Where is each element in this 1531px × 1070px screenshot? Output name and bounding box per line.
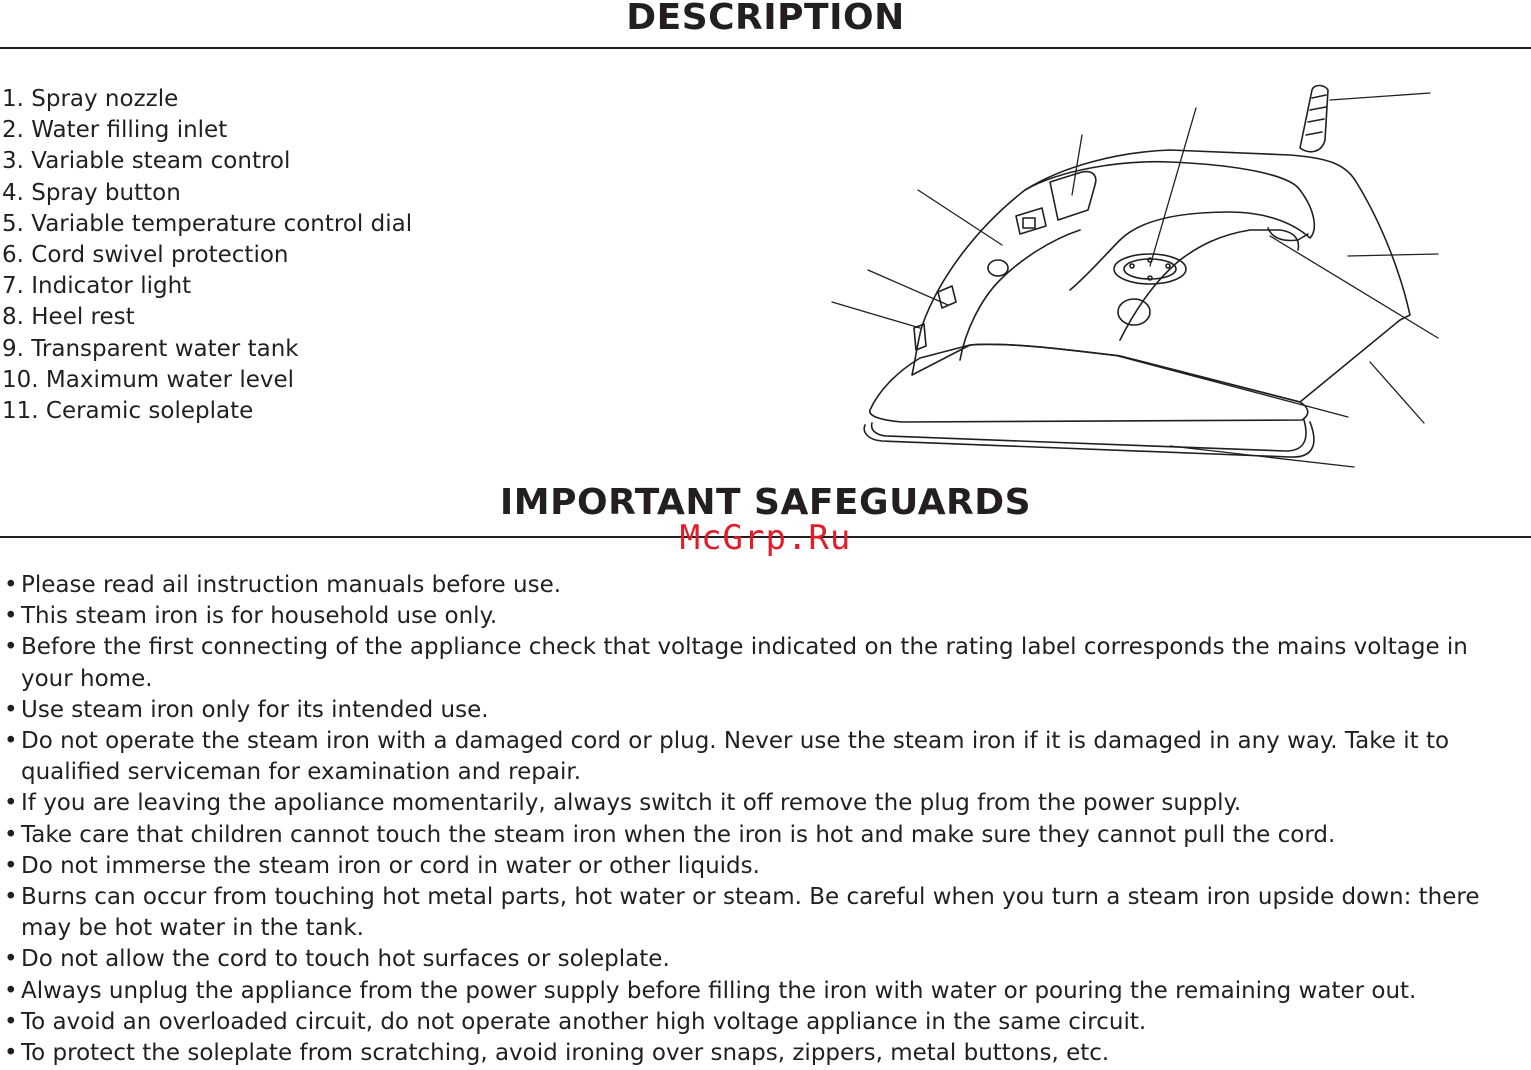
safeguard-item: • Take care that children cannot touch the steam iron when the iron is hot and make sure they cannot pull the cord.: [4, 820, 1524, 851]
safeguard-item: • Always unplug the appliance from the power supply before filling the iron with water or pouring the remaining water out.: [4, 976, 1524, 1007]
part-item: 6. Cord swivel protection: [2, 242, 289, 269]
part-item: 2. Water filling inlet: [2, 117, 228, 144]
iron-cord: [1300, 86, 1328, 152]
description-heading: DESCRIPTION: [626, 0, 905, 38]
part-item: 9. Transparent water tank: [2, 335, 299, 362]
part-item: 3. Variable steam control: [2, 148, 291, 175]
safeguards-list: [4, 570, 1524, 1069]
safeguard-item: • To protect the soleplate from scratching, avoid ironing over snaps, zippers, metal buttons, etc.: [4, 1038, 1524, 1069]
safeguard-item: • Do not immerse the steam iron or cord in water or other liquids.: [4, 851, 1524, 882]
part-item: 10. Maximum water level: [2, 366, 295, 393]
safeguard-item: • Before the first connecting of the appliance check that voltage indicated on the rating label corresponds the mains voltage in your home.: [4, 632, 1524, 694]
safeguard-item: • Use steam iron only for its intended use.: [4, 695, 1524, 726]
part-item: 8. Heel rest: [2, 304, 135, 331]
callout-lines: [832, 93, 1438, 467]
iron-handle: [914, 162, 1314, 350]
safeguard-item: • Do not allow the cord to touch hot surfaces or soleplate.: [4, 944, 1524, 975]
safeguard-item: • If you are leaving the apoliance momentarily, always switch it off remove the plug from the power supply.: [4, 788, 1524, 819]
safeguard-item: • To avoid an overloaded circuit, do not operate another high voltage appliance in the same circuit.: [4, 1007, 1524, 1038]
safeguards-heading: IMPORTANT SAFEGUARDS: [499, 482, 1032, 523]
part-item: 1. Spray nozzle: [2, 86, 179, 112]
safeguard-item: • Burns can occur from touching hot metal parts, hot water or steam. Be careful when you turn a steam iron upside down: there may be hot water in the tank.: [4, 882, 1524, 944]
part-item: 11. Ceramic soleplate: [2, 398, 254, 425]
steam-iron-diagram: [820, 70, 1460, 480]
parts-list: [2, 84, 412, 427]
safeguard-item: • Do not operate the steam iron with a damaged cord or plug. Never use the steam iron if it is damaged in any way. Take it to qualified serviceman for examination and repair.: [4, 726, 1524, 788]
description-divider: [0, 47, 1531, 49]
part-item: 7. Indicator light: [2, 273, 192, 300]
part-item: 4. Spray button: [2, 179, 181, 206]
safeguard-item: • This steam iron is for household use only.: [4, 601, 1524, 632]
watermark: McGrp.Ru: [679, 518, 852, 558]
safeguards-divider: [0, 536, 1531, 538]
part-item: 5. Variable temperature control dial: [2, 210, 413, 237]
iron-soleplate: [864, 420, 1314, 457]
safeguard-item: • Please read ail instruction manuals before use.: [4, 570, 1524, 601]
iron-dials: [1114, 228, 1308, 325]
